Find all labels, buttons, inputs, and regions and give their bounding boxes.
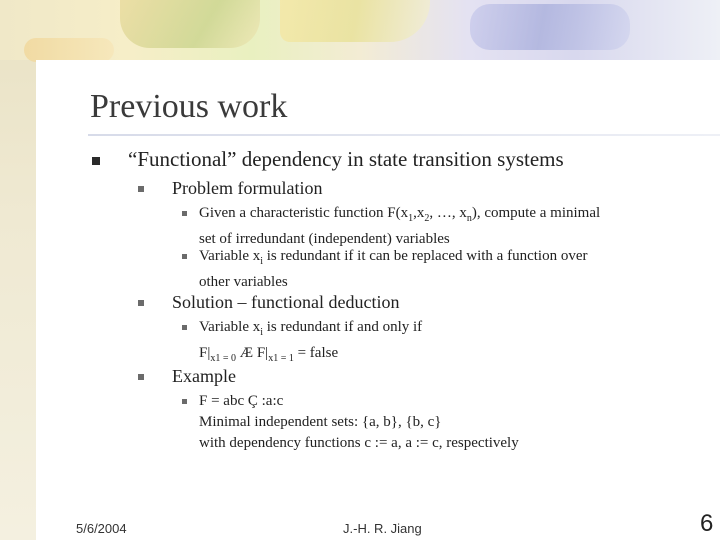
decor-shape <box>470 4 630 50</box>
bullet-square-icon <box>92 157 100 165</box>
item-redundancy-condition: Variable $x_i$ is redundant if and only if $F|_{x1 = 0}$ Æ $F|_{x1 = 1}$ = false <box>199 319 423 364</box>
subbullet-example: Example <box>172 366 236 386</box>
page-number: 6 <box>700 510 714 537</box>
bullet-square-icon <box>182 211 187 216</box>
decor-shape <box>120 0 260 48</box>
slide-title: Previous work <box>90 88 288 125</box>
decor-shape <box>24 38 114 62</box>
subbullet-solution: Solution – functional deduction <box>172 292 400 312</box>
bullet-text-main: “Functional” dependency in state transition systems <box>128 147 564 171</box>
bullet-square-icon <box>138 186 144 192</box>
bullet-square-icon <box>138 300 144 306</box>
bullet-square-icon <box>182 399 187 404</box>
decor-shape <box>280 0 430 42</box>
bullet-square-icon <box>182 325 187 330</box>
bullet-square-icon <box>182 254 187 259</box>
item-example-detail: F = abc Ç :a:c Minimal independent sets: {a, b}, {b, c} with dependency functions c := a, a := c, respectively <box>199 393 519 451</box>
footer-date: 5/6/2004 <box>76 521 127 536</box>
left-decor-band <box>0 0 36 540</box>
title-divider <box>88 134 720 136</box>
subbullet-problem-formulation: Problem formulation <box>172 178 323 198</box>
item-characteristic-function: Given a characteristic function $F(x_1,x_2$, …, $x_n$), compute a minimal set of irredundant (independent) variables <box>199 205 601 247</box>
item-redundant-variable-def: Variable $x_i$ is redundant if it can be replaced with a function over other variables <box>199 248 588 290</box>
bullet-square-icon <box>138 374 144 380</box>
footer-author: J.-H. R. Jiang <box>343 521 422 536</box>
